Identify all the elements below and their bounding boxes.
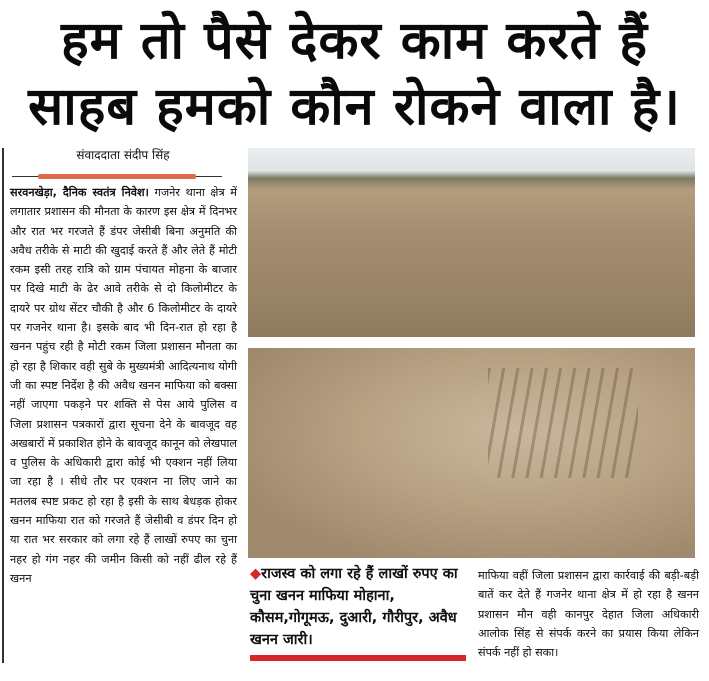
photo-soil-mounds [248,148,695,337]
byline: संवाददाता संदीप सिंह [76,148,170,162]
headline-line-2: साहब हमको कौन रोकने वाला है। [28,77,681,137]
caption-red-bar [250,655,466,661]
article-continuation: माफिया वहीं जिला प्रशासन द्वारा कार्रवाई की बड़ी-बड़ी बातें कर देते हैं गजनेर थाना क्षेत्र में हो रहा है खनन प्रशासन मौन वही कानपुर देहात जिला अधिकारी आलोक सिंह से संपर्क करने का प्रयास किया लेकिन संपर्क नहीं हो सका। [478,569,699,660]
caption-text: राजस्व को लगा रहे हैं लाखों रुपए का चुना खनन माफिया मोहाना, कौसम,गोगूमऊ, दुआरी, गौरीपुर, अवैध खनन जारी। [250,566,458,648]
byline-accent-bar [38,174,196,179]
column-rule [2,148,4,663]
article-body [10,183,237,588]
photo-excavated-ground [248,348,695,558]
dateline: सरवनखेड़ा, दैनिक स्वतंत्र निवेश। [10,186,149,199]
diamond-bullet-icon: ◆ [250,566,262,582]
photo-caption [250,563,466,651]
article-text: गजनेर थाना क्षेत्र में लगातार प्रशासन की मौनता के कारण इस क्षेत्र में दिनभर और रात भर गरजते हैं डंपर जेसीबी बिना अनुमति की अवैध तरीके से माटी की खुदाई करते हैं और लेते हैं मोटी रकम इसी तरह रात्रि को ग्राम पंचायत मोहना के बाजार पर दिखे माटी के ढेर आवे तरीके से दो किलोमीटर के दायरे पर ग्रोथ सेंटर चौकी है और 6 किलोमीटर के दायरे पर गजनेर थाना है। इसके बाद भी दिन-रात हो रहा है खनन पहुंच रही है मोटी रकम जिला प्रशासन मौनता का हो रहा है शिकार वही सुबे के मुख्यमंत्री आदित्यनाथ योगी जी का स्पष्ट निर्देश है की अवैध खनन माफिया को बक्सा नहीं जाएगा पकड़ने पर शक्ति से पेस आये पुलिस व जिला प्रशासन पत्रकारों द्वारा सूचना देने के बावजूद वह अखबारों में प्रकाशित होने के बावजूद कानून को लेखपाल व पुलिस के अधिकारी द्वारा कोई भी एक्शन नहीं लिया जा रहा है । सीधे तौर पर एक्शन ना लिए जाने का मतलब स्पष्ट प्रकट हो रहा है इसी के साथ बेधड़क होकर खनन माफिया रात को गरजते हैं जेसीबी व डंपर दिन हो या रात भर सरकार को लगा रहे हैं लाखों रुपए का चुना नहर हो गंग नहर की जमीन किसी को नहीं ढील रहे हैं खनन [10,186,237,585]
headline-line-1: हम तो पैसे देकर काम करते हैं [61,11,648,71]
